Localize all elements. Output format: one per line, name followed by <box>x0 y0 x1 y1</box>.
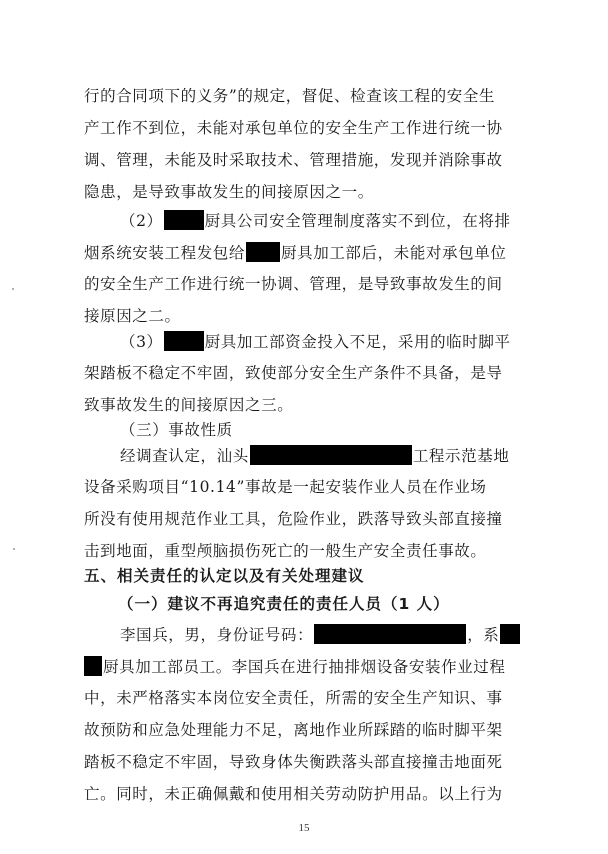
text-line: 击到地面，重型颅脑损伤死亡的一般生产安全责任事故。 <box>84 542 487 560</box>
section-heading-main: 五、相关责任的认定以及有关处理建议 <box>84 567 365 585</box>
text-span: 李国兵，男，身份证号码： <box>120 626 314 644</box>
redaction-block <box>314 624 466 644</box>
text-line: 调、管理，未能及时采取技术、管理措施，发现并消除事故 <box>84 151 503 169</box>
scan-speck <box>13 548 15 550</box>
text-span: 厨具加工部后，未能对承包单位 <box>281 244 507 262</box>
redaction-block <box>84 656 102 676</box>
list-marker: （3） <box>120 333 163 351</box>
text-line <box>84 656 506 677</box>
redaction-block <box>164 331 204 351</box>
text-line: 隐患，是导致事故发生的间接原因之一。 <box>84 183 374 201</box>
text-line: 中，未严格落实本岗位安全责任，所需的安全生产知识、事 <box>84 689 503 707</box>
text-line: 致事故发生的间接原因之三。 <box>84 396 294 414</box>
text-line <box>120 624 521 645</box>
section-heading: （三）事故性质 <box>120 421 233 439</box>
text-line <box>120 331 511 352</box>
text-span: 经调查认定，汕头 <box>120 447 249 465</box>
text-span: 厨具加工部资金投入不足，采用的临时脚平 <box>204 333 511 351</box>
text-line: 接原因之二。 <box>84 307 181 325</box>
list-marker: （2） <box>120 212 163 230</box>
scan-speck <box>12 288 14 290</box>
text-line: 所没有使用规范作业工具，危险作业，跌落导致头部直接撞 <box>84 510 503 528</box>
text-line: 架踏板不稳定不牢固，致使部分安全生产条件不具备，是导 <box>84 364 503 382</box>
redaction-block <box>500 624 520 644</box>
subsection-heading: （一）建议不再追究责任的责任人员（1 人） <box>118 595 450 613</box>
redaction-block <box>246 242 280 262</box>
text-span: 厨具公司安全管理制度落实不到位，在将排 <box>204 212 511 230</box>
text-line: 产工作不到位，未能对承包单位的安全生产工作进行统一协 <box>84 119 503 137</box>
text-span: 工程示范基地 <box>412 447 510 465</box>
redaction-block <box>164 210 204 230</box>
text-line: 故预防和应急处理能力不足，离地作业所踩踏的临时脚平架 <box>84 721 503 739</box>
text-line <box>84 242 506 263</box>
text-line <box>120 445 509 466</box>
text-line: 设备采购项目“10.14”事故是一起安装作业人员在作业场 <box>84 478 487 496</box>
text-line <box>120 210 511 231</box>
text-line: 行的合同项下的义务”的规定，督促、检查该工程的安全生 <box>84 87 496 105</box>
text-line: 踏板不稳定不牢固，导致身体失衡跌落头部直接撞击地面死 <box>84 753 503 771</box>
page-number: 15 <box>298 822 310 834</box>
text-line: 亡。同时，未正确佩戴和使用相关劳动防护用品。以上行为 <box>84 785 503 803</box>
text-line: 的安全生产工作进行统一协调、管理，是导致事故发生的间 <box>84 275 503 293</box>
redaction-block <box>250 445 412 465</box>
text-span: ，系 <box>467 626 500 644</box>
text-span: 烟系统安装工程发包给 <box>84 244 246 262</box>
text-span: 厨具加工部员工。李国兵在进行抽排烟设备安装作业过程 <box>103 658 506 676</box>
